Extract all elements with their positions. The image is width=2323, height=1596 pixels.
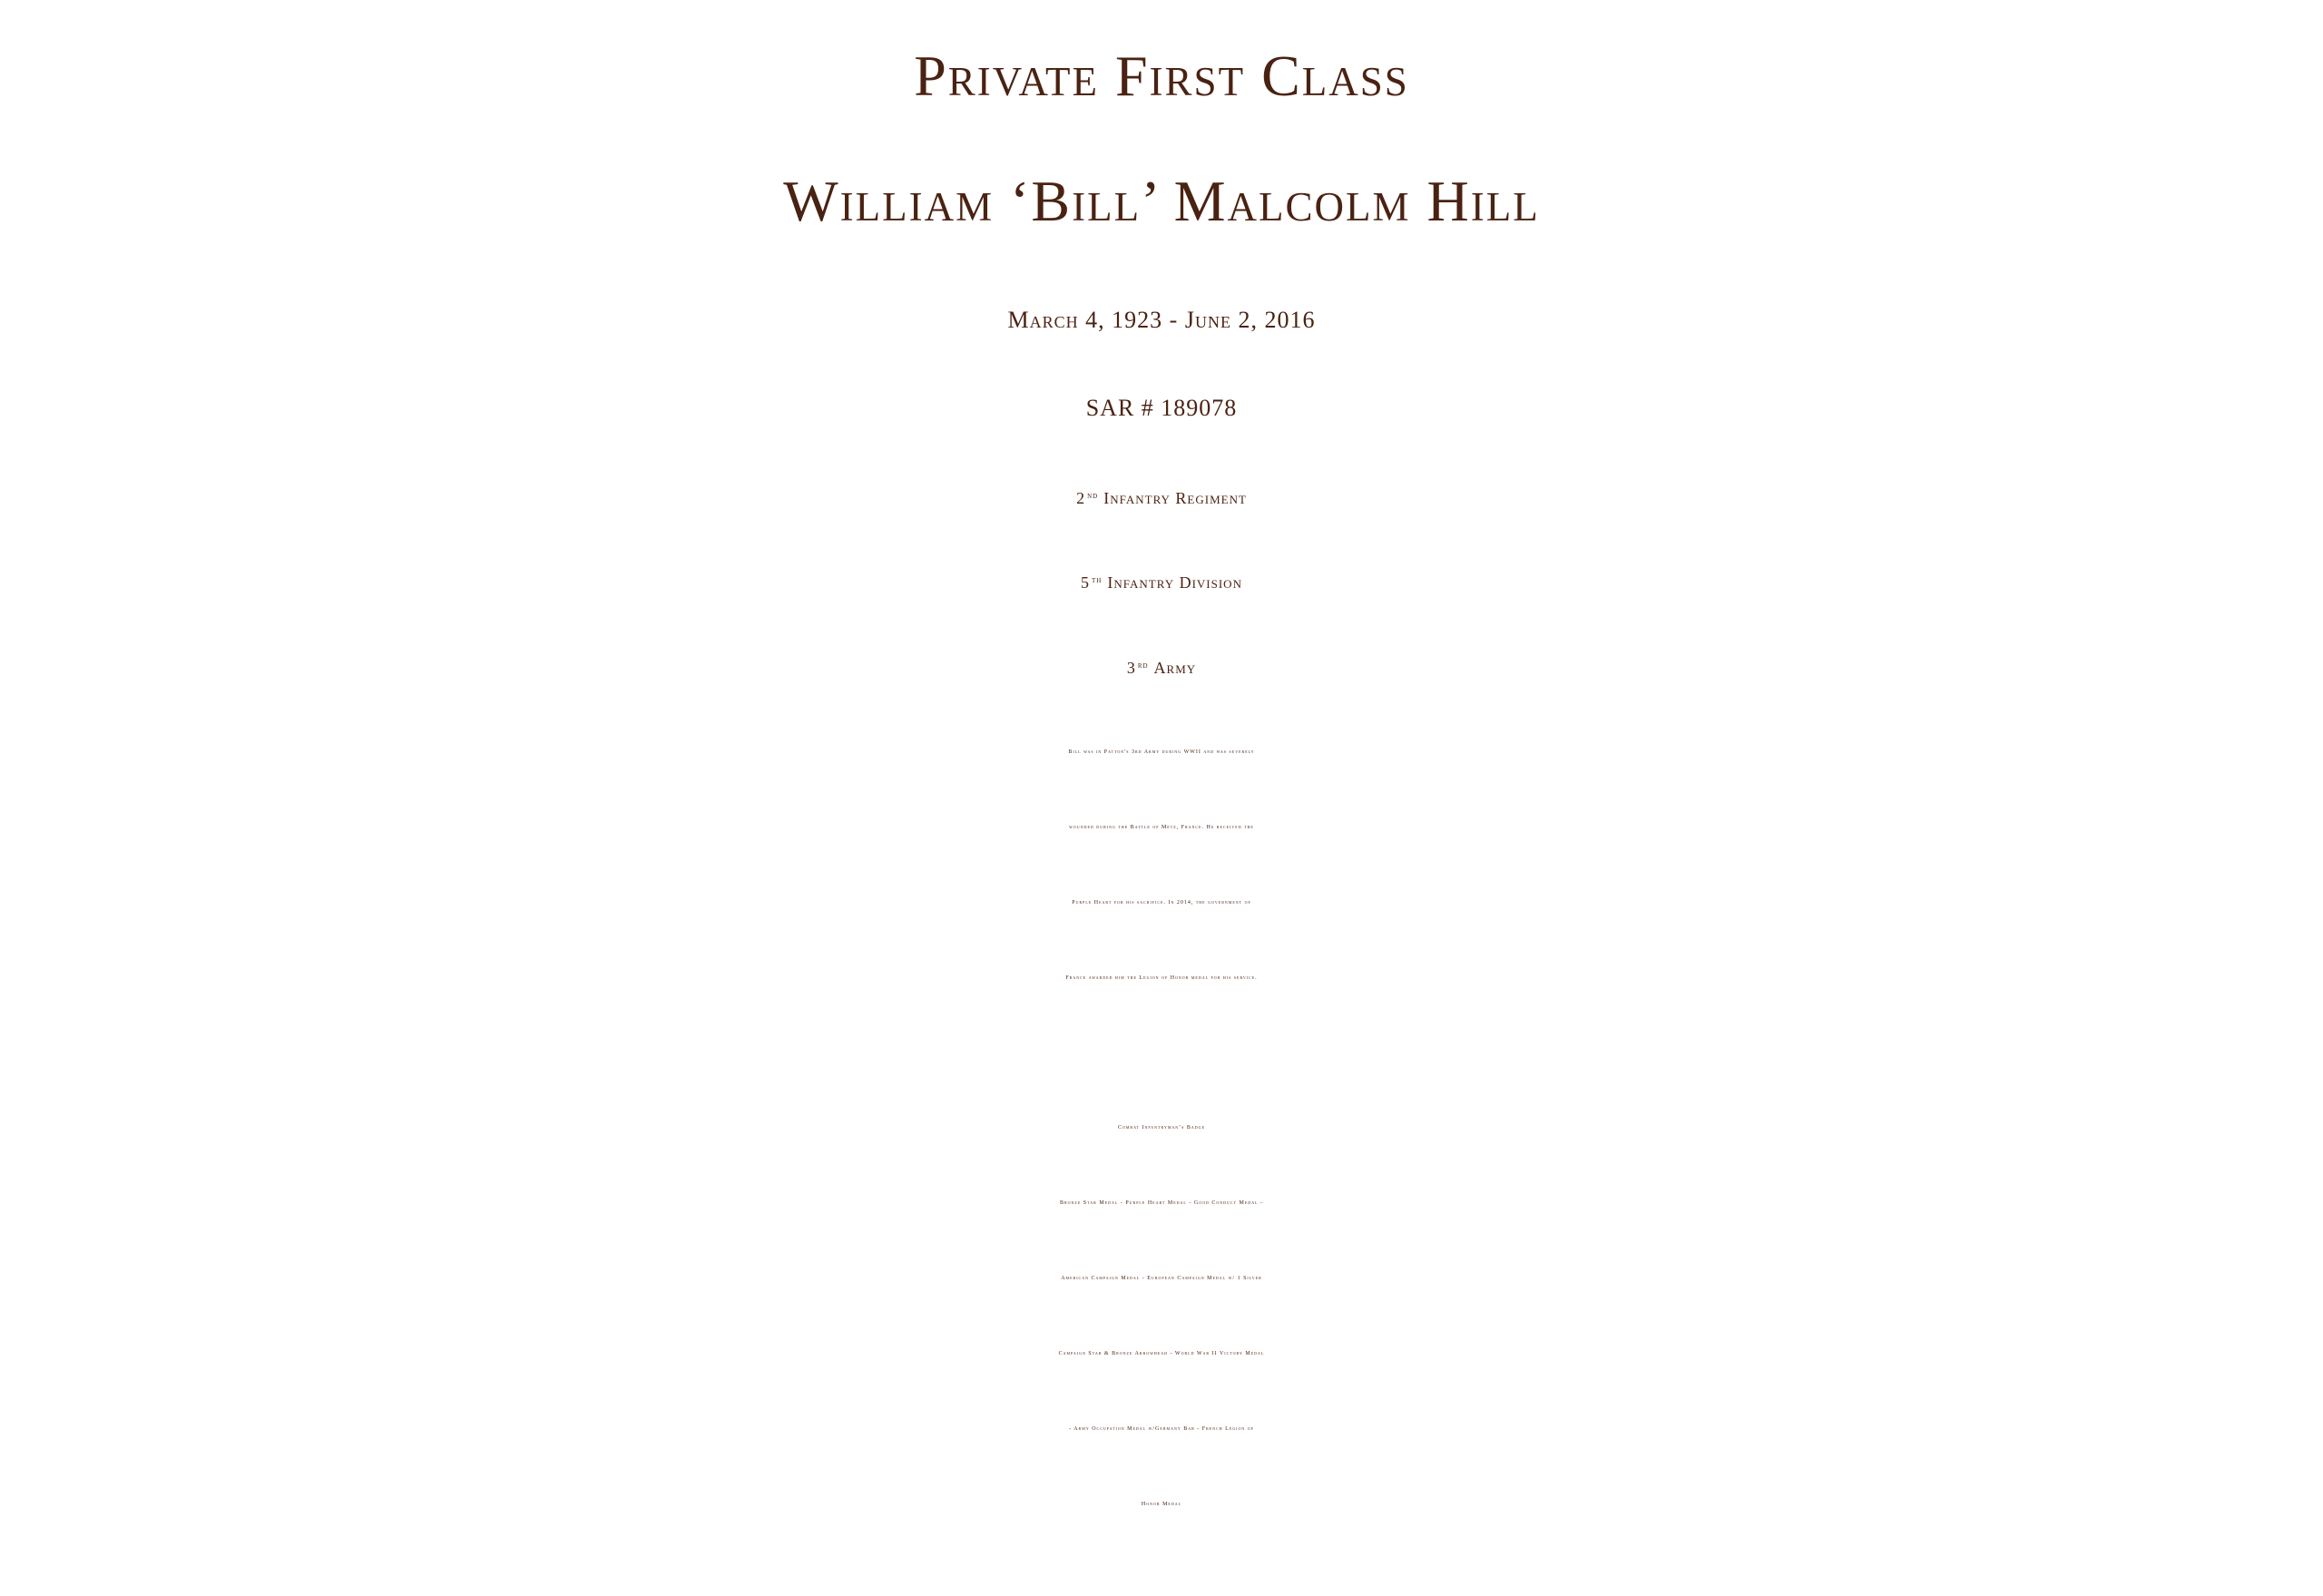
- veteran-name: William ‘Bill’ Malcolm Hill: [783, 169, 1540, 233]
- awards-line: Campaign Star & Bronze Arrowhead - World War II Victory Medal: [1058, 1351, 1265, 1356]
- division-label: Infantry Division: [1107, 573, 1242, 592]
- army-line: [0, 660, 2323, 676]
- awards-line: Bronze Star Medal - Purple Heart Medal - Good Conduct Medal -: [1059, 1200, 1264, 1206]
- bio-line: Bill was in Patton's 3rd Army during WWII and was severely: [1068, 749, 1255, 755]
- sar-number: SAR # 189078: [1085, 395, 1238, 421]
- regiment-ordinal-suffix: nd: [1087, 490, 1099, 501]
- regiment-ordinal: 2: [1076, 489, 1086, 507]
- regiment-label: Infantry Regiment: [1103, 489, 1247, 507]
- rank-title: Private First Class: [914, 44, 1409, 108]
- bio-line: wounded during the Battle of Metz, France. He received the: [1069, 825, 1254, 830]
- division-ordinal: 5: [1081, 573, 1091, 592]
- awards-line: Honor Medal: [1141, 1502, 1182, 1507]
- division-line: [0, 574, 2323, 591]
- life-dates: March 4, 1923 - June 2, 2016: [1007, 307, 1316, 333]
- army-ordinal: 3: [1126, 659, 1136, 677]
- badge-line: Combat Infantryman’s Badge: [1117, 1125, 1206, 1131]
- regiment-line: [0, 490, 2323, 506]
- awards-line: - Army Occupation Medal w/Germany Bar - French Legion of: [1069, 1426, 1254, 1432]
- army-ordinal-suffix: rd: [1137, 660, 1149, 671]
- bio-line: Purple Heart for his sacrifice. In 2014, the government of: [1072, 900, 1251, 906]
- bio-line: France awarded him the Legion of Honor medal for his service.: [1065, 975, 1258, 981]
- division-ordinal-suffix: th: [1092, 574, 1103, 585]
- awards-line: American Campaign Medal - European Campaign Medal w/ 1 Silver: [1061, 1276, 1262, 1281]
- army-label: Army: [1153, 659, 1197, 677]
